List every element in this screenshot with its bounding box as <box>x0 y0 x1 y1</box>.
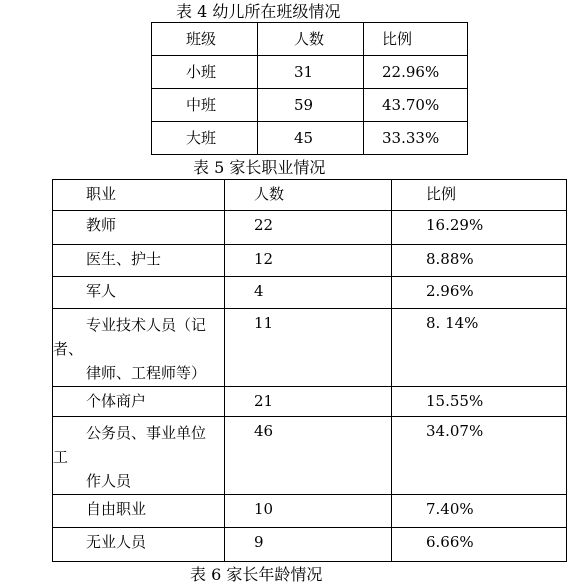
table-header-row <box>53 180 567 211</box>
table-cell: 33.33% <box>364 122 468 155</box>
table-header-row <box>152 23 468 56</box>
table-cell: 22.96% <box>364 56 468 89</box>
table-cell: 小班 <box>152 56 258 89</box>
table-row <box>53 277 567 309</box>
table-cell: 31 <box>258 56 364 89</box>
table-cell: 公务员、事业单位 工 作人员 <box>53 417 225 495</box>
table-cell: 22 <box>225 211 392 245</box>
table-cell: 个体商户 <box>53 387 225 417</box>
table-cell: 中班 <box>152 89 258 122</box>
table-row <box>53 309 567 387</box>
header-cell: 比例 <box>392 180 567 211</box>
header-cell: 职业 <box>53 180 225 211</box>
table-row <box>53 387 567 417</box>
table-cell: 45 <box>258 122 364 155</box>
table-row <box>53 211 567 245</box>
header-cell: 比例 <box>364 23 468 56</box>
table-row <box>53 417 567 495</box>
table-cell: 16.29% <box>392 211 567 245</box>
table-cell: 9 <box>225 528 392 562</box>
parent-occupation-table <box>52 179 567 562</box>
table-cell: 59 <box>258 89 364 122</box>
table4-caption: 表 4 幼儿所在班级情况 <box>176 2 341 21</box>
table5-caption: 表 5 家长职业情况 <box>193 158 326 177</box>
header-cell: 班级 <box>152 23 258 56</box>
table-cell: 8. 14% <box>392 309 567 387</box>
table-cell: 自由职业 <box>53 495 225 528</box>
table-row <box>53 495 567 528</box>
header-cell: 人数 <box>225 180 392 211</box>
table-cell: 无业人员 <box>53 528 225 562</box>
table-cell: 教师 <box>53 211 225 245</box>
class-distribution-table <box>151 22 468 155</box>
table-cell: 15.55% <box>392 387 567 417</box>
table-cell: 4 <box>225 277 392 309</box>
table-cell: 6.66% <box>392 528 567 562</box>
table-row <box>53 245 567 277</box>
table-cell: 7.40% <box>392 495 567 528</box>
table6-caption: 表 6 家长年龄情况 <box>190 565 323 584</box>
table-row <box>152 89 468 122</box>
table-cell: 34.07% <box>392 417 567 495</box>
table-cell: 军人 <box>53 277 225 309</box>
table-cell: 46 <box>225 417 392 495</box>
table-cell: 11 <box>225 309 392 387</box>
table-cell: 8.88% <box>392 245 567 277</box>
table-row <box>152 56 468 89</box>
table-row <box>53 528 567 562</box>
table-cell: 2.96% <box>392 277 567 309</box>
header-cell: 人数 <box>258 23 364 56</box>
table-cell: 医生、护士 <box>53 245 225 277</box>
table-cell: 专业技术人员（记 者、 律师、工程师等） <box>53 309 225 387</box>
table-cell: 43.70% <box>364 89 468 122</box>
table-cell: 12 <box>225 245 392 277</box>
table-cell: 21 <box>225 387 392 417</box>
table-cell: 大班 <box>152 122 258 155</box>
table-cell: 10 <box>225 495 392 528</box>
table-row <box>152 122 468 155</box>
